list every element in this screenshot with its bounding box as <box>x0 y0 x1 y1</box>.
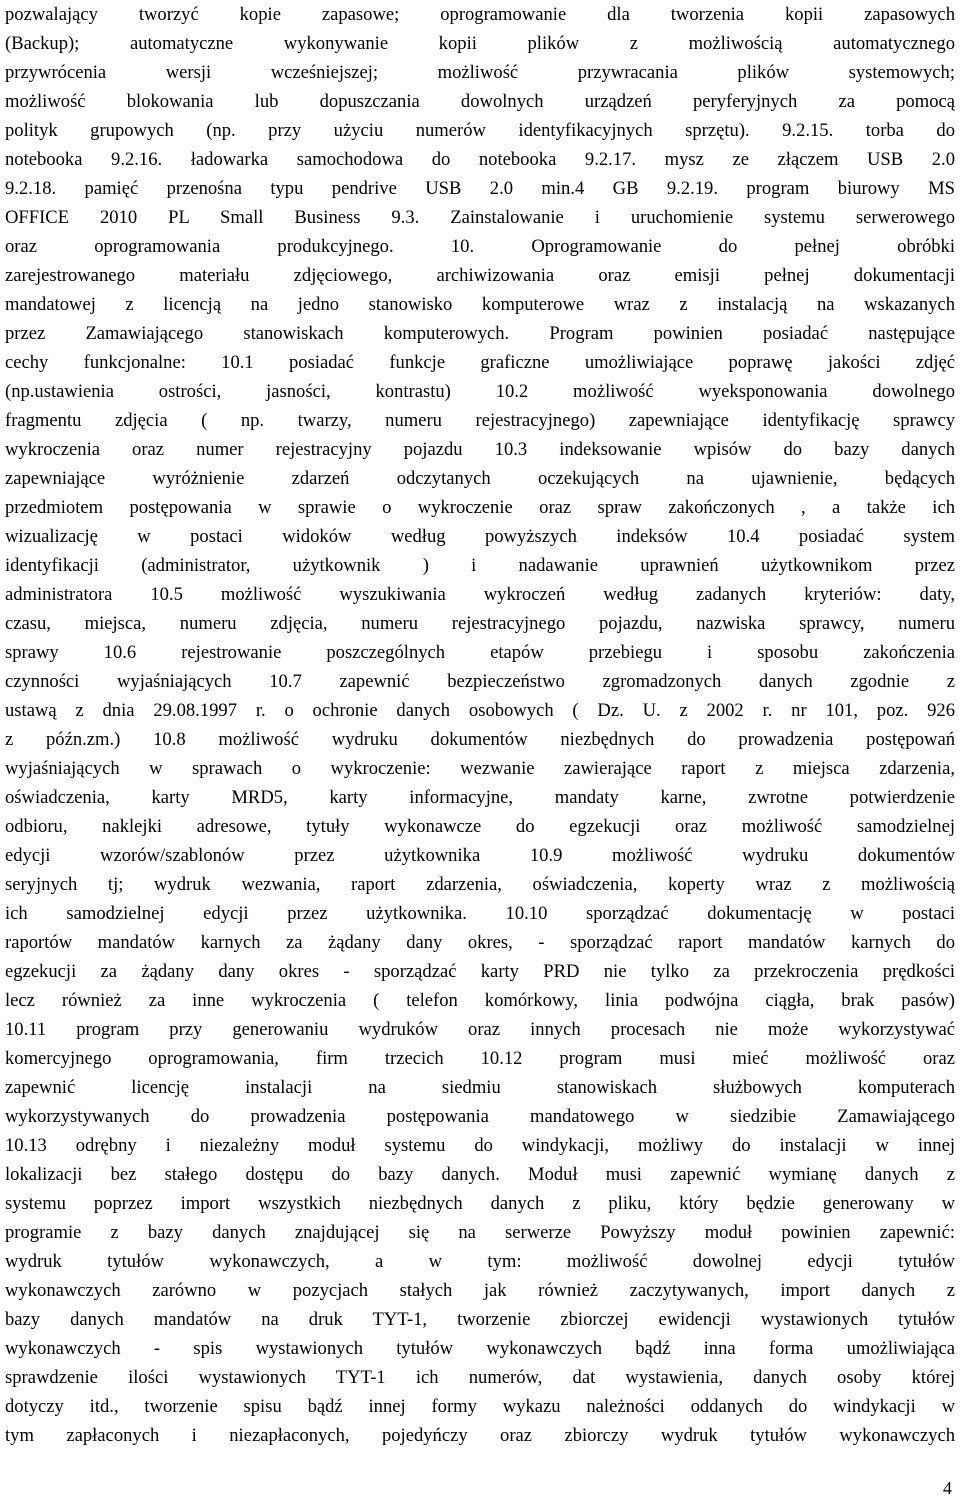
text-line: przywrócenia wersji wcześniejszej; możliwość przywracania plików systemowych; <box>5 62 955 83</box>
text-line: lokalizacji bez stałego dostępu do bazy danych. Moduł musi zapewnić wymianę danych z <box>5 1164 955 1185</box>
text-line: administratora 10.5 możliwość wyszukiwania wykroczeń według zadanych kryteriów: daty, <box>5 584 955 605</box>
text-line: programie z bazy danych znajdującej się na serwerze Powyższy moduł powinien zapewnić: <box>5 1222 955 1243</box>
text-line: 9.2.18. pamięć przenośna typu pendrive USB 2.0 min.4 GB 9.2.19. program biurowy MS <box>5 178 955 199</box>
text-line: wykorzystywanych do prowadzenia postępowania mandatowego w siedzibie Zamawiającego <box>5 1106 955 1127</box>
text-line: 10.11 program przy generowaniu wydruków oraz innych procesach nie może wykorzystywać <box>5 1019 955 1040</box>
text-line: sprawdzenie ilości wystawionych TYT-1 ich numerów, dat wystawienia, danych osoby której <box>5 1367 955 1388</box>
text-line: dotyczy itd., tworzenie spisu bądź innej formy wykazu należności oddanych do windykacji w <box>5 1396 955 1417</box>
text-line: z późn.zm.) 10.8 możliwość wydruku dokumentów niezbędnych do prowadzenia postępowań <box>5 729 955 750</box>
text-line: wydruk tytułów wykonawczych, a w tym: możliwość dowolnej edycji tytułów <box>5 1251 955 1272</box>
text-line: wykonawczych zarówno w pozycjach stałych jak również zaczytywanych, import danych z <box>5 1280 955 1301</box>
text-line: czynności wyjaśniających 10.7 zapewnić bezpieczeństwo zgromadzonych danych zgodnie z <box>5 671 955 692</box>
text-line: raportów mandatów karnych za żądany dany okres, - sporządzać raport mandatów karnych do <box>5 932 955 953</box>
text-line: lecz również za inne wykroczenia ( telefon komórkowy, linia podwójna ciągła, brak pasów) <box>5 990 955 1011</box>
text-line: 10.13 odrębny i niezależny moduł systemu do windykacji, możliwy do instalacji w innej <box>5 1135 955 1156</box>
text-line: możliwość blokowania lub dopuszczania dowolnych urządzeń peryferyjnych za pomocą <box>5 91 955 112</box>
body-text <box>5 0 955 1450</box>
text-line: tym zapłaconych i niezapłaconych, pojedyńczy oraz zbiorczy wydruk tytułów wykonawczych <box>5 1425 955 1446</box>
text-line: ustawą z dnia 29.08.1997 r. o ochronie danych osobowych ( Dz. U. z 2002 r. nr 101, poz. 926 <box>5 700 955 721</box>
text-line: zapewnić licencję instalacji na siedmiu stanowiskach służbowych komputerach <box>5 1077 955 1098</box>
text-line: pozwalający tworzyć kopie zapasowe; oprogramowanie dla tworzenia kopii zapasowych <box>5 4 955 25</box>
text-line: seryjnych tj; wydruk wezwania, raport zdarzenia, oświadczenia, koperty wraz z możliwością <box>5 874 955 895</box>
text-line: wykroczenia oraz numer rejestracyjny pojazdu 10.3 indeksowanie wpisów do bazy danych <box>5 439 955 460</box>
text-line: zapewniające wyróżnienie zdarzeń odczytanych oczekujących na ujawnienie, będących <box>5 468 955 489</box>
text-line: (Backup); automatyczne wykonywanie kopii plików z możliwością automatycznego <box>5 33 955 54</box>
text-line: polityk grupowych (np. przy użyciu numerów identyfikacyjnych sprzętu). 9.2.15. torba do <box>5 120 955 141</box>
text-line: oraz oprogramowania produkcyjnego. 10. Oprogramowanie do pełnej obróbki <box>5 236 955 257</box>
text-line: zarejestrowanego materiału zdjęciowego, archiwizowania oraz emisji pełnej dokumentacji <box>5 265 955 286</box>
text-line: wyjaśniających w sprawach o wykroczenie: wezwanie zawierające raport z miejsca zdarzenia, <box>5 758 955 779</box>
text-line: przedmiotem postępowania w sprawie o wykroczenie oraz spraw zakończonych , a także ich <box>5 497 955 518</box>
text-line: notebooka 9.2.16. ładowarka samochodowa do notebooka 9.2.17. mysz ze złączem USB 2.0 <box>5 149 955 170</box>
text-line: sprawy 10.6 rejestrowanie poszczególnych etapów przebiegu i sposobu zakończenia <box>5 642 955 663</box>
text-line: komercyjnego oprogramowania, firm trzecich 10.12 program musi mieć możliwość oraz <box>5 1048 955 1069</box>
text-line: wykonawczych - spis wystawionych tytułów wykonawczych bądź inna forma umożliwiająca <box>5 1338 955 1359</box>
text-line: OFFICE 2010 PL Small Business 9.3. Zainstalowanie i uruchomienie systemu serwerowego <box>5 207 955 228</box>
text-line: identyfikacji (administrator, użytkownik ) i nadawanie uprawnień użytkownikom przez <box>5 555 955 576</box>
text-line: oświadczenia, karty MRD5, karty informacyjne, mandaty karne, zwrotne potwierdzenie <box>5 787 955 808</box>
text-line: odbioru, naklejki adresowe, tytuły wykonawcze do egzekucji oraz możliwość samodzielnej <box>5 816 955 837</box>
text-line: czasu, miejsca, numeru zdjęcia, numeru rejestracyjnego pojazdu, nazwiska sprawcy, numeru <box>5 613 955 634</box>
text-line: fragmentu zdjęcia ( np. twarzy, numeru rejestracyjnego) zapewniające identyfikację sprawcy <box>5 410 955 431</box>
text-line: (np.ustawienia ostrości, jasności, kontrastu) 10.2 możliwość wyeksponowania dowolnego <box>5 381 955 402</box>
text-line: wizualizację w postaci widoków według powyższych indeksów 10.4 posiadać system <box>5 526 955 547</box>
text-line: mandatowej z licencją na jedno stanowisko komputerowe wraz z instalacją na wskazanych <box>5 294 955 315</box>
text-line: przez Zamawiającego stanowiskach komputerowych. Program powinien posiadać następujące <box>5 323 955 344</box>
text-line: bazy danych mandatów na druk TYT-1, tworzenie zbiorczej ewidencji wystawionych tytułów <box>5 1309 955 1330</box>
text-line: edycji wzorów/szablonów przez użytkownika 10.9 możliwość wydruku dokumentów <box>5 845 955 866</box>
text-line: systemu poprzez import wszystkich niezbędnych danych z pliku, który będzie generowany w <box>5 1193 955 1214</box>
text-line: egzekucji za żądany dany okres - sporządzać karty PRD nie tylko za przekroczenia prędkości <box>5 961 955 982</box>
page-number: 4 <box>943 1478 952 1498</box>
text-line: ich samodzielnej edycji przez użytkownika. 10.10 sporządzać dokumentację w postaci <box>5 903 955 924</box>
text-line: cechy funkcjonalne: 10.1 posiadać funkcje graficzne umożliwiające poprawę jakości zdjęć <box>5 352 955 373</box>
